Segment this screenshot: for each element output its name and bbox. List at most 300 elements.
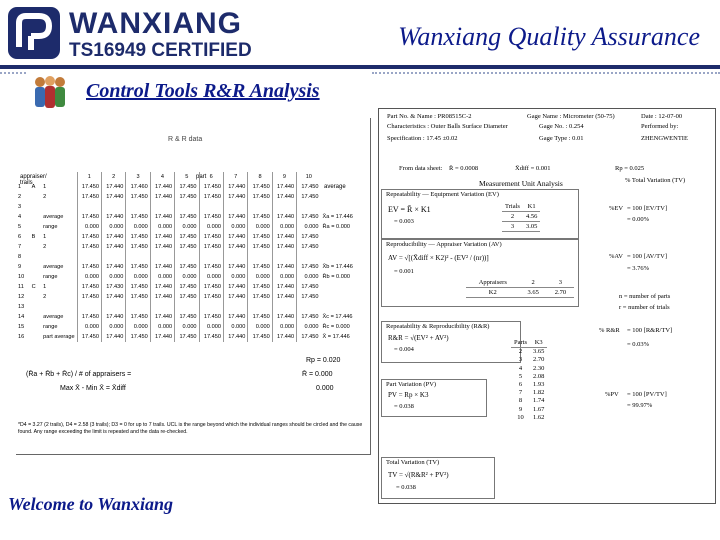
row-number: 16 (18, 334, 25, 340)
measurement-cell (248, 252, 272, 262)
ev-value: = 0.003 (394, 218, 414, 225)
table-row (16, 202, 370, 212)
row-number: 9 (18, 264, 22, 270)
rr-header-blank (41, 172, 77, 182)
trial-cell: range (43, 324, 58, 330)
appraiser-cell (30, 252, 42, 262)
appraiser-cell: B (31, 234, 36, 240)
rr-pct-formula: = 100 [R&R/TV] (627, 327, 673, 334)
performed-by-label: Performed by: (641, 123, 679, 130)
measurement-cell: 17.450 (297, 262, 321, 272)
company-name: WANXIANG (69, 7, 242, 40)
rr-header-row (16, 172, 370, 182)
dotted-rule-right (372, 72, 720, 74)
k3-row (511, 356, 547, 364)
k2-value: 2.70 (547, 288, 574, 298)
rr-header-blank (30, 172, 42, 182)
measurement-cell: 0.000 (150, 222, 174, 232)
measurement-cell: 17.450 (126, 242, 150, 252)
measurement-cell: 17.450 (248, 192, 272, 202)
measurement-cell: 17.450 (77, 332, 101, 342)
appraiser-cell (30, 242, 42, 252)
rr-formula: R&R = √(EV² + AV²) (388, 334, 449, 342)
table-row (16, 302, 370, 312)
measurement-cell: 17.450 (175, 332, 199, 342)
trial-cell: 1 (43, 284, 47, 290)
appraiser-cell (30, 222, 42, 232)
pv-pct-value: = 99.97% (627, 402, 653, 409)
trial-cell: average (43, 314, 64, 320)
table-row (16, 312, 370, 322)
tv-value: = 0.038 (396, 484, 416, 491)
measurement-cell: 0.000 (77, 222, 101, 232)
appraiser-cell (30, 312, 42, 322)
row-number: 5 (18, 224, 22, 230)
measurement-cell: 17.440 (272, 212, 296, 222)
measurement-cell: 17.440 (223, 242, 247, 252)
measurement-cell: 17.440 (272, 232, 296, 242)
measurement-cell (175, 202, 199, 212)
measurement-cell (248, 302, 272, 312)
measurement-cell: 17.450 (199, 332, 223, 342)
rr-pct-label: % R&R (599, 327, 620, 334)
measurement-cell: 0.000 (272, 322, 296, 332)
k3-row (511, 348, 547, 357)
appraiser-cell (30, 302, 42, 312)
trial-cell: average (43, 264, 64, 270)
part-number: Part No. & Name : PR08515C-2 (387, 113, 472, 120)
measurement-cell: 0.000 (101, 222, 125, 232)
trial-cell (41, 202, 77, 212)
k2-value: 3.65 (520, 288, 547, 298)
measurement-cell: 17.440 (101, 232, 125, 242)
measurement-cell: 17.440 (223, 292, 247, 302)
measurement-cell: 17.450 (199, 262, 223, 272)
part-number-header: 9 (272, 172, 296, 182)
dotted-rule-left (0, 72, 26, 74)
measurement-cell: 17.450 (297, 312, 321, 322)
table-row (16, 222, 370, 232)
table-row (16, 282, 370, 292)
trial-cell: part average (43, 334, 75, 340)
appraisers-label: Appraisers (466, 278, 520, 288)
appraiser-cell: A (31, 184, 36, 190)
average-cell (321, 292, 371, 302)
average-cell (321, 202, 371, 212)
measurement-cell: 17.440 (150, 242, 174, 252)
k1-trial: 3 (502, 222, 523, 232)
k3-value: 3.65 (533, 348, 545, 356)
trial-cell: 2 (43, 194, 47, 200)
rr-pct-value: = 0.03% (627, 341, 650, 348)
appraiser-header: appraiser/ trails (20, 174, 47, 186)
measurement-cell: 17.440 (101, 182, 125, 192)
measurement-cell (199, 252, 223, 262)
trials-definition: r = number of trials (619, 304, 670, 311)
measurement-cell: 17.450 (77, 212, 101, 222)
table-row (16, 192, 370, 202)
average-cell (321, 282, 371, 292)
k3-table (511, 339, 547, 422)
measurement-cell: 0.000 (248, 322, 272, 332)
k1-value: 3.05 (523, 222, 540, 232)
measurement-cell: 17.440 (223, 192, 247, 202)
table-row (16, 232, 370, 242)
wanxiang-logo-icon (7, 6, 61, 60)
measurement-cell: 17.450 (248, 332, 272, 342)
footnote: *D4 = 3.27 (2 trails), D4 = 2.58 (3 trails); D3 = 0 for up to 7 trails. UCL is the range beyond which the individual ranges should be circled and the cause found. Any range exceeding the limit is repeated and the data re-checked. (18, 422, 363, 435)
rbar-formula-text: (R̄a + R̄b + R̄c) / # of appraisers = (26, 371, 132, 378)
measurement-cell: 17.440 (101, 292, 125, 302)
average-cell (321, 252, 371, 262)
row-number: 2 (18, 194, 22, 200)
measurement-cell: 17.450 (175, 262, 199, 272)
measurement-cell: 17.450 (175, 312, 199, 322)
row-number: 8 (18, 254, 22, 260)
rp-line: Rp = 0.025 (615, 165, 645, 172)
k1-header: K1 (523, 202, 540, 212)
rr-title: Repeatability & Reproducibility (R&R) (386, 323, 490, 330)
measurement-cell: 17.450 (297, 292, 321, 302)
row-number: 3 (18, 204, 22, 210)
table-row (16, 182, 370, 192)
measurement-cell: 0.000 (77, 322, 101, 332)
tv-title: Total Variation (TV) (386, 459, 440, 466)
part-number-header: 4 (150, 172, 174, 182)
table-row (16, 242, 370, 252)
measurement-cell: 17.450 (199, 292, 223, 302)
pv-pct-formula: = 100 [PV/TV] (627, 391, 667, 398)
trial-cell: 2 (43, 294, 47, 300)
measurement-cell (77, 302, 101, 312)
gage-type: Gage Type : 0.01 (539, 135, 584, 142)
measurement-cell: 0.000 (297, 272, 321, 282)
measurement-cell: 17.450 (199, 182, 223, 192)
measurement-cell: 17.450 (77, 182, 101, 192)
measurement-cell: 17.450 (248, 182, 272, 192)
measurement-cell: 17.450 (175, 282, 199, 292)
measurement-cell: 17.450 (199, 242, 223, 252)
appraiser-cell (30, 292, 42, 302)
ev-title: Repeatability — Equipment Variation (EV) (386, 191, 499, 198)
measurement-cell: 0.000 (223, 322, 247, 332)
average-cell (321, 232, 371, 242)
measurement-cell: 17.440 (150, 182, 174, 192)
k3-value: 1.93 (533, 381, 545, 389)
average-cell (321, 182, 371, 192)
measurement-cell: 17.440 (272, 312, 296, 322)
part-number-header: 1 (77, 172, 101, 182)
rr-data-sheet (16, 118, 371, 455)
average-cell: X̄ = 17.446 (322, 334, 350, 340)
measurement-cell: 17.450 (248, 282, 272, 292)
measurement-cell: 17.450 (126, 282, 150, 292)
measurement-cell: 0.000 (150, 272, 174, 282)
row-number: 6 (18, 234, 22, 240)
tv-formula: TV = √(R&R² + PV²) (388, 471, 449, 479)
part-number-header: 3 (126, 172, 150, 182)
table-row (16, 252, 370, 262)
measurement-cell (150, 252, 174, 262)
measurement-cell: 0.000 (248, 272, 272, 282)
measurement-cell: 17.440 (150, 192, 174, 202)
measurement-cell: 17.440 (150, 282, 174, 292)
rbar-value: R̄ = 0.000 (302, 371, 333, 378)
tv-box (381, 457, 495, 499)
measurement-cell: 17.450 (297, 282, 321, 292)
measurement-cell: 17.440 (272, 192, 296, 202)
appraiser-count: 2 (520, 278, 547, 288)
measurement-cell (272, 252, 296, 262)
measurement-cell (223, 252, 247, 262)
measurement-cell: 17.450 (126, 332, 150, 342)
part-number-header: 10 (297, 172, 321, 182)
measurement-cell: 17.450 (248, 232, 272, 242)
measurement-cell: 17.440 (272, 262, 296, 272)
k1-table (502, 202, 540, 232)
measurement-cell: 0.000 (101, 272, 125, 282)
measurement-cell: 17.450 (248, 312, 272, 322)
measurement-cell: 17.440 (150, 292, 174, 302)
rr-box (381, 321, 521, 363)
measurement-cell (101, 202, 125, 212)
measurement-cell: 17.450 (126, 262, 150, 272)
measurement-cell (150, 302, 174, 312)
measurement-cell (223, 202, 247, 212)
appraiser-cell (30, 202, 42, 212)
trial-cell: range (43, 224, 58, 230)
measurement-cell: 17.440 (272, 182, 296, 192)
measurement-cell: 17.450 (77, 262, 101, 272)
characteristics: Characteristics : Outer Balls Surface Diameter (387, 123, 508, 130)
measurement-cell: 0.000 (223, 222, 247, 232)
part-number-header: 6 (199, 172, 223, 182)
rp-value: Rp = 0.020 (306, 357, 341, 364)
measurement-analysis-sheet (378, 108, 716, 504)
measurement-cell: 17.440 (223, 282, 247, 292)
measurement-cell: 17.440 (150, 262, 174, 272)
pv-title: Part Variation (PV) (386, 381, 437, 388)
average-cell: X̄a = 17.446 (322, 214, 353, 220)
average-cell (321, 302, 371, 312)
measurement-cell: 17.450 (199, 192, 223, 202)
measurement-cell (175, 302, 199, 312)
measurement-cell: 17.450 (77, 242, 101, 252)
k3-parts: 9 (518, 405, 523, 413)
from-data-sheet: From data sheet: (399, 165, 443, 172)
measurement-cell (77, 202, 101, 212)
appraiser-cell (30, 192, 42, 202)
appraiser-cell (30, 332, 42, 342)
measurement-cell (77, 252, 101, 262)
measurement-cell: 17.450 (77, 192, 101, 202)
rr-value: = 0.004 (394, 346, 414, 353)
sheet-label: R & R data (168, 136, 203, 143)
av-formula: AV = √[(X̄diff × K2)² - (EV² / (nr))] (388, 254, 489, 262)
measurement-cell: 17.440 (272, 292, 296, 302)
measurement-cell (248, 202, 272, 212)
measurement-cell: 17.450 (199, 282, 223, 292)
k3-parts: 8 (518, 397, 523, 405)
section-title: Control Tools R&R Analysis (86, 80, 320, 102)
measurement-cell: 17.440 (101, 312, 125, 322)
k3-row (511, 373, 547, 381)
measurement-cell: 17.450 (77, 282, 101, 292)
part-number-header: 7 (223, 172, 247, 182)
part-number-header: 5 (175, 172, 199, 182)
av-box (381, 239, 579, 307)
gage-name: Gage Name : Micrometer (50-75) (527, 113, 615, 120)
parts-header: Parts (511, 339, 530, 348)
measurement-cell: 17.440 (101, 192, 125, 202)
measurement-cell (297, 252, 321, 262)
measurement-cell: 17.440 (223, 332, 247, 342)
av-title: Reproducibility — Appraiser Variation (AV) (386, 241, 502, 248)
measurement-cell (297, 302, 321, 312)
measurement-cell (272, 202, 296, 212)
measurement-cell: 17.450 (297, 182, 321, 192)
measurement-cell: 0.000 (101, 322, 125, 332)
rr-data-table (16, 172, 370, 342)
measurement-cell: 17.450 (77, 312, 101, 322)
table-row (16, 292, 370, 302)
measurement-cell: 0.000 (199, 272, 223, 282)
av-pct-formula: = 100 [AV/TV] (627, 253, 668, 260)
measurement-cell: 17.450 (297, 232, 321, 242)
measurement-cell: 0.000 (248, 222, 272, 232)
measurement-cell: 17.450 (248, 292, 272, 302)
measurement-cell: 17.440 (101, 332, 125, 342)
measurement-cell: 17.450 (248, 212, 272, 222)
measurement-cell: 17.440 (101, 262, 125, 272)
average-cell (321, 242, 371, 252)
measurement-cell: 17.440 (272, 282, 296, 292)
measurement-cell: 17.440 (101, 212, 125, 222)
av-pct-label: %AV (609, 253, 623, 260)
trial-cell: range (43, 274, 58, 280)
certification-label: TS16949 CERTIFIED (69, 40, 252, 61)
av-pct-value: = 3.76% (627, 265, 650, 272)
k3-row (511, 397, 547, 405)
row-number: 13 (18, 304, 25, 310)
k3-header: K3 (530, 339, 547, 348)
measurement-cell: 0.000 (223, 272, 247, 282)
xdiff-value: 0.000 (316, 385, 334, 392)
appraiser-cell (30, 322, 42, 332)
measurement-cell: 0.000 (297, 222, 321, 232)
measurement-cell (199, 302, 223, 312)
trial-cell: average (43, 214, 64, 220)
measurement-cell: 17.450 (126, 212, 150, 222)
footer-welcome: Welcome to Wanxiang (8, 494, 174, 514)
xdiff-line: X̄diff = 0.001 (515, 165, 551, 172)
table-row (16, 212, 370, 222)
header-divider (0, 65, 720, 69)
measurement-cell: 17.450 (175, 192, 199, 202)
row-number: 11 (18, 284, 24, 290)
measurement-cell: 17.450 (199, 212, 223, 222)
rbar-line: R̄ = 0.0008 (449, 165, 479, 172)
measurement-cell: 0.000 (175, 322, 199, 332)
ev-pct-formula: = 100 [EV/TV] (627, 205, 668, 212)
measurement-cell: 17.450 (175, 242, 199, 252)
measurement-cell (272, 302, 296, 312)
measurement-cell: 17.450 (175, 232, 199, 242)
measurement-cell (101, 252, 125, 262)
rr-header-blank (16, 172, 30, 182)
k1-value: 4.56 (523, 212, 540, 222)
pv-formula: PV = Rp × K3 (388, 391, 429, 399)
measurement-cell: 17.450 (175, 182, 199, 192)
k3-parts: 3 (518, 356, 523, 364)
k2-label: K2 (466, 288, 520, 298)
k3-row (511, 414, 547, 422)
k3-row (511, 389, 547, 397)
part-number-header: 8 (248, 172, 272, 182)
measurement-cell: 17.450 (248, 242, 272, 252)
ev-box (381, 189, 579, 239)
gage-number: Gage No. : 0.254 (539, 123, 584, 130)
k3-row (511, 365, 547, 373)
k3-parts: 10 (517, 413, 524, 421)
pv-box (381, 379, 487, 417)
k3-row (511, 381, 547, 389)
specification: Specification : 17.45 ±0.02 (387, 135, 458, 142)
measurement-cell (199, 202, 223, 212)
measurement-cell: 17.440 (223, 182, 247, 192)
measurement-cell: 17.440 (150, 212, 174, 222)
measurement-cell (126, 302, 150, 312)
trial-cell (41, 302, 77, 312)
k3-value: 1.74 (533, 397, 545, 405)
table-row (16, 262, 370, 272)
measurement-cell: 17.440 (223, 312, 247, 322)
measurement-cell: 0.000 (77, 272, 101, 282)
measurement-cell: 17.440 (150, 232, 174, 242)
measurement-cell: 0.000 (175, 272, 199, 282)
measurement-cell: 17.440 (272, 332, 296, 342)
table-row (16, 322, 370, 332)
row-number: 7 (18, 244, 22, 250)
measurement-cell: 17.450 (199, 312, 223, 322)
appraiser-cell (30, 272, 42, 282)
k1-trial: 2 (502, 212, 523, 222)
measurement-cell (175, 252, 199, 262)
appraiser-count: 3 (547, 278, 574, 288)
average-cell: R̄a = 0.000 (322, 224, 351, 230)
av-value: = 0.001 (394, 268, 414, 275)
measurement-cell: 0.000 (199, 322, 223, 332)
measurement-unit-title: Measurement Unit Analysis (479, 179, 563, 188)
k3-parts: 7 (518, 389, 523, 397)
k3-value: 1.67 (533, 405, 545, 413)
pv-value: = 0.038 (394, 403, 414, 410)
measurement-cell: 17.450 (126, 232, 150, 242)
measurement-cell: 17.440 (272, 242, 296, 252)
measurement-cell: 0.000 (126, 272, 150, 282)
measurement-cell: 0.000 (150, 322, 174, 332)
row-number: 15 (18, 324, 25, 330)
row-number: 4 (18, 214, 22, 220)
table-row (16, 272, 370, 282)
measurement-cell: 17.450 (175, 292, 199, 302)
k3-value: 2.70 (533, 356, 545, 364)
parts-definition: n = number of parts (619, 293, 671, 300)
measurement-cell (150, 202, 174, 212)
page-title: Wanxiang Quality Assurance (398, 22, 700, 51)
total-variation-header: % Total Variation (TV) (625, 177, 686, 184)
k3-parts: 2 (518, 348, 523, 356)
